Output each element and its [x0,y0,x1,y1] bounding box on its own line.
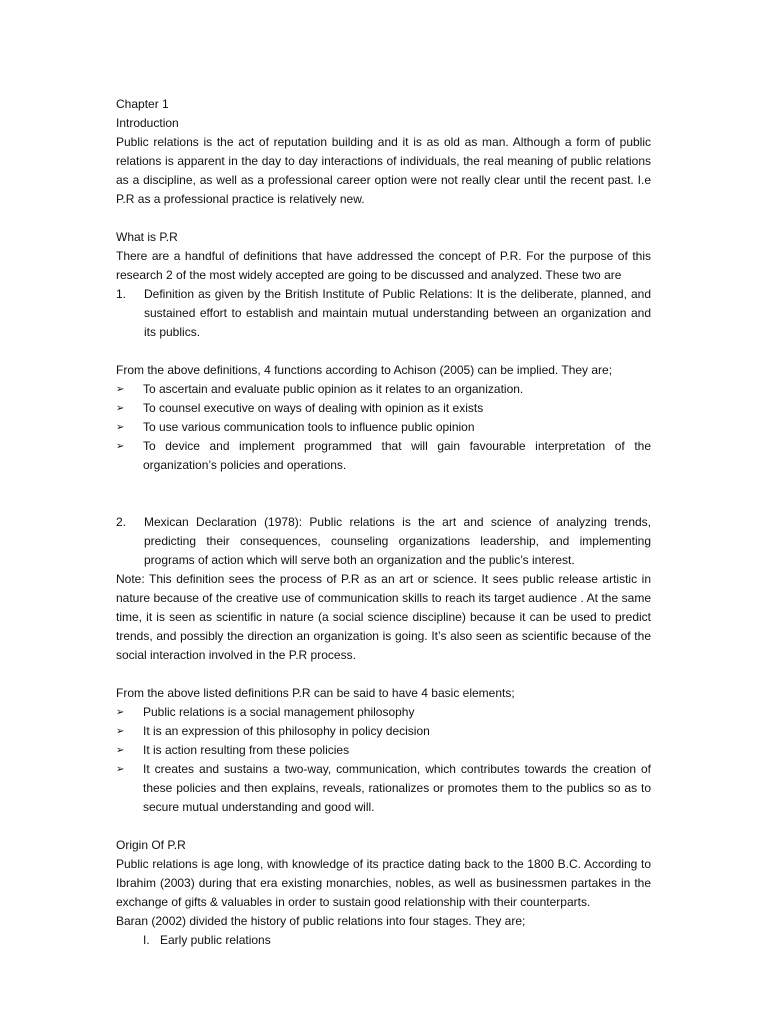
list-item [116,380,651,399]
definition-1-text: Definition as given by the British Institute of Public Relations: It is the deliberate, planned, and sustained effort to establish and maintain mutual understanding between an organization and its publics. [144,287,651,339]
spacer [116,475,651,494]
origin-paragraph: Public relations is age long, with knowledge of its practice dating back to the 1800 B.C. According to Ibrahim (2003) during that era existing monarchies, nobles, as well as businessmen partakes in the exchange of gifts & valuables in order to sustain good relationship with their counterparts. [116,857,651,909]
elements-list [116,703,651,817]
what-is-pr-paragraph: There are a handful of definitions that have addressed the concept of P.R. For the purpose of this research 2 of the most widely accepted are going to be discussed and analyzed. These two are [116,249,651,282]
note-paragraph: Note: This definition sees the process of P.R as an art or science. It sees public release artistic in nature because of the creative use of communication skills to reach its target audience . At the same time, it is seen as scientific in nature (a social science discipline) because it can be used to predict trends, and possibly the direction an organization is going. It’s also seen as scientific because of the social interaction involved in the P.R process. [116,572,651,662]
list-item-text: To ascertain and evaluate public opinion as it relates to an organization. [143,382,524,396]
spacer [116,494,651,513]
stage-1-text: Early public relations [160,933,271,947]
definition-2 [116,513,651,570]
arrow-bullet-icon: ➢ [116,707,125,718]
arrow-bullet-icon: ➢ [116,441,125,452]
list-item [116,722,651,741]
origin-heading: Origin Of P.R [116,838,186,852]
chapter-title: Chapter 1 [116,97,169,111]
stage-1 [116,931,651,950]
list-item [116,399,651,418]
document-page [116,95,651,950]
list-item-text: It creates and sustains a two-way, communication, which contributes towards the creation of these policies and then explains, reveals, rationalizes or promotes them to the publics so as to secure mutual understanding and good will. [143,762,651,814]
list-item-text: To device and implement programmed that will gain favourable interpretation of the organization’s policies and operations. [143,439,651,472]
arrow-bullet-icon: ➢ [116,764,125,775]
what-is-pr-heading: What is P.R [116,230,178,244]
functions-list [116,380,651,475]
list-item-text: It is an expression of this philosophy in policy decision [143,724,430,738]
list-item-text: It is action resulting from these policies [143,743,350,757]
list-item [116,703,651,722]
definition-2-text: Mexican Declaration (1978): Public relations is the art and science of analyzing trends, predicting their consequences, counseling organizations leadership, and implementing programs of action which will serve both an organization and the public’s interest. [144,515,651,567]
definition-1 [116,285,651,342]
spacer [116,817,651,836]
arrow-bullet-icon: ➢ [116,384,125,395]
list-item [116,418,651,437]
introduction-heading: Introduction [116,116,179,130]
definition-2-number: 2. [116,515,127,529]
spacer [116,209,651,228]
list-item [116,760,651,817]
arrow-bullet-icon: ➢ [116,422,125,433]
stage-1-number: I. [143,933,150,947]
elements-intro: From the above listed definitions P.R can be said to have 4 basic elements; [116,686,515,700]
arrow-bullet-icon: ➢ [116,745,125,756]
list-item [116,741,651,760]
arrow-bullet-icon: ➢ [116,726,125,737]
arrow-bullet-icon: ➢ [116,403,125,414]
spacer [116,665,651,684]
origin-stages-intro: Baran (2002) divided the history of public relations into four stages. They are; [116,914,526,928]
list-item-text: To use various communication tools to influence public opinion [143,420,475,434]
introduction-paragraph: Public relations is the act of reputation building and it is as old as man. Although a form of public relations is apparent in the day to day interactions of individuals, the real meaning of public relations as a discipline, as well as a professional career option were not really clear until the recent past. I.e P.R as a professional practice is relatively new. [116,135,651,206]
functions-intro: From the above definitions, 4 functions according to Achison (2005) can be implied. They are; [116,363,613,377]
definition-1-number: 1. [116,287,127,301]
list-item-text: To counsel executive on ways of dealing with opinion as it exists [143,401,484,415]
spacer [116,342,651,361]
list-item-text: Public relations is a social management philosophy [143,705,415,719]
list-item [116,437,651,475]
